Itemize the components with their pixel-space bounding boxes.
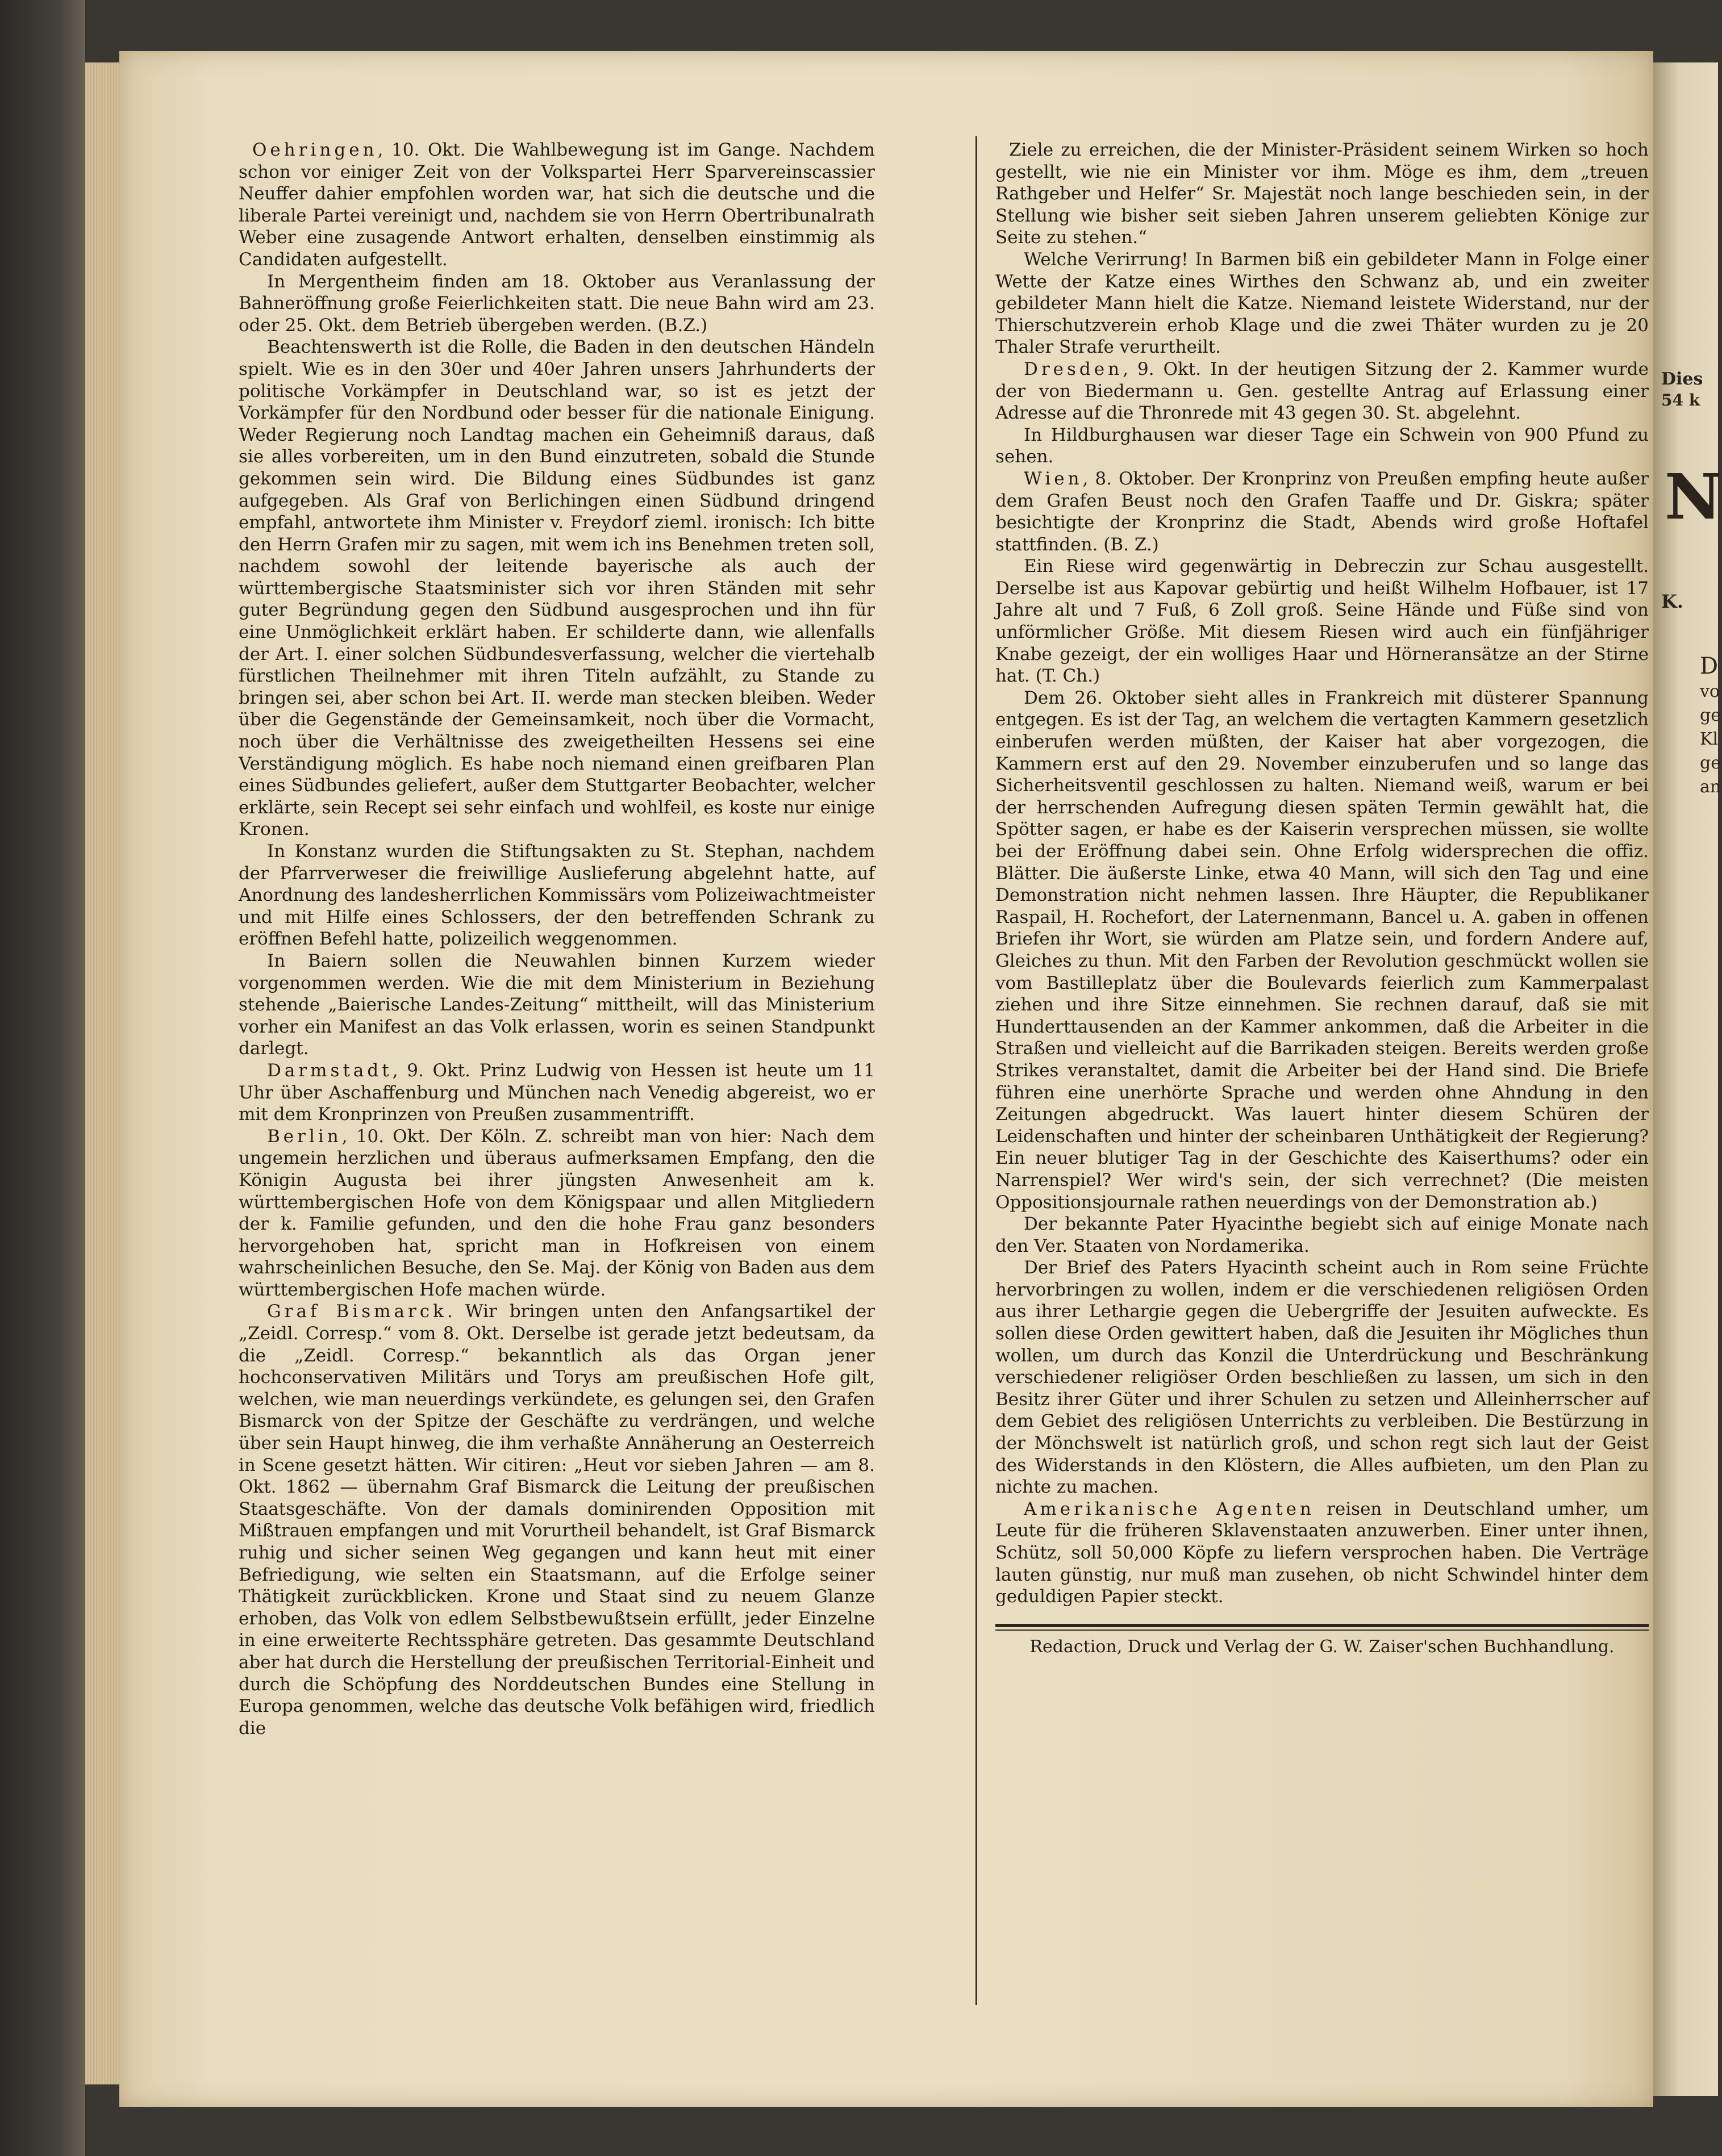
next-page-fragment: ge [1700,753,1721,773]
next-page-fragment: D [1700,653,1719,679]
article-dateline: Dresden [1024,358,1123,379]
article-paragraph [239,1126,875,1301]
article-paragraph [995,687,1649,1213]
article-paragraph [995,1257,1649,1498]
book-spine-shadow [0,0,85,2156]
article-paragraph [995,1213,1649,1257]
article-paragraph [239,271,875,337]
article-text: , 9. Okt. Prinz Ludwig von Hessen ist heute um 11 Uhr über Aschaffenburg und München nach Venedig abgereist, wo er mit dem Kronprinzen von Preußen zusammentrifft. [239,1060,875,1125]
article-text: Der Brief des Paters Hyacinth scheint auch in Rom seine Früchte hervorbringen zu wollen, indem er die verschiedenen religiösen Orden aus ihrer Lethargie gegen die Uebergriffe der Jesuiten aufweckte. Es sollen diese Orden gewittert haben, daß die Jesuiten ihr Mögliches thun wollen, um durch das Konzil die Unterdrückung und Beschränkung verschiedener religiöser Orden beschließen zu lassen, um sich in den Besitz ihrer Güter und ihrer Schulen zu setzen und Alleinherrscher auf dem Gebiet des religiösen Unterrichts zu verbleiben. Die Bestürzung in der Mönchswelt ist natürlich groß, und schon regt sich laut der Geist des Widerstands in den Klöstern, die Alles aufbieten, um den Plan zu nichte zu machen. [995,1257,1649,1498]
publisher-imprint: Redaction, Druck und Verlag der G. W. Zaiser'schen Buchhandlung. [1029,1636,1615,1657]
article-paragraph [239,950,875,1060]
article-text: Beachtenswerth ist die Rolle, die Baden in den deutschen Händeln spielt. Wie es in den 30er und 40er Jahren unsers Jahrhunderts der politische Vorkämpfer in Deutschland war, so ist es jetzt der Vorkämpfer für den Nordbund oder besser für die nationale Einigung. Weder Regierung noch Landtag machen ein Geheimniß daraus, daß sie alles vorbereiten, um in den Bund einzutreten, sobald die Stunde gekommen sein wird. Die Bildung eines Südbundes ist ganz aufgegeben. Als Graf von Berlichingen einen Südbund dringend empfahl, antwortete ihm Minister v. Freydorf zieml. ironisch: Ich bitte den Herrn Grafen mir zu sagen, mit wem ich ins Benehmen treten soll, nachdem sowohl der leitende bayerische als auch der württembergische Staatsminister sich vor ihren Ständen mit sehr guter Begründung gegen den Südbund ausgesprochen und ihn für eine Unmöglichkeit erklärt haben. Er schilderte dann, wie allenfalls der Art. I. einer solchen Südbundesverfassung, welcher die viertehalb fürstlichen Theilnehmer mit ihren Titeln aufzählt, zu Stande zu bringen sei, aber schon bei Art. II. werde man stecken bleiben. Weder über die Gegenstände der Gemeinsamkeit, noch über die Vormacht, noch über die Verhältnisse des zweigetheilten Hessens sei eine Verständigung möglich. Es habe noch niemand einen greifbaren Plan eines Südbundes geliefert, außer dem Stuttgarter Beobachter, welcher erklärte, sein Recept sei sehr einfach und wohlfeil, es koste nur einige Kronen. [239,337,875,840]
footer-rule-thin [995,1629,1649,1631]
next-page-fragment: ge [1700,705,1721,725]
article-paragraph [995,139,1649,249]
article-text: reisen in Deutschland umher, um Leute für die früheren Sklavenstaaten anzuwerben. Einer unter ihnen, Schütz, soll 50,000 Köpfe zu liefern versprochen haben. Die Verträge lauten günstig, nur muß man zusehen, ob nicht Schwindel hinter dem geduldigen Papier steckt. [995,1498,1649,1607]
next-page-fragment: 54 k [1661,391,1700,410]
article-text: Dem 26. Oktober sieht alles in Frankreich mit düsterer Spannung entgegen. Es ist der Tag, an welchem die vertagten Kammern gesetzlich einberufen werden müßten, der Kaiser hat aber vorgezogen, die Kammern erst auf den 29. November einzuberufen und so lange das Sicherheitsventil geschlossen zu halten. Niemand weiß, warum er bei der herrschenden Aufregung diesen späten Termin gewählt hat, die Spötter sagen, er habe es der Kaiserin versprechen müssen, sie wollte bei der Eröffnung dabei sein. Ohne Erfolg widersprechen die offiz. Blätter. Die äußerste Linke, etwa 40 Mann, will sich den Tag und eine Demonstration nicht nehmen lassen. Ihre Häupter, die Republikaner Raspail, H. Rochefort, der Laternenmann, Bancel u. A. gaben in offenen Briefen ihr Wort, sie würden am Platze sein, und fordern Andere auf, Gleiches zu thun. Mit den Farben der Revolution geschmückt wollen sie vom Bastilleplatz über die Boulevards feierlich zum Kammerpalast ziehen und ihre Sitze einnehmen. Sie rechnen darauf, daß sie mit Hunderttausenden an der Kammer ankommen, daß die Arbeiter in die Straßen und vielleicht auf die Barrikaden steigen. Bereits werden große Strikes veranstaltet, damit die Arbeiter bei der Hand sind. Die Briefe führen eine unerhörte Sprache und werden ohne Ahndung in den Zeitungen abgedruckt. Was lauert hinter diesem Schüren der Leidenschaften und hinter der scheinbaren Unthätigkeit der Regierung? Ein neuer blutiger Tag in der Geschichte des Kaiserthums? oder ein Narrenspiel? Wer wird's sein, der sich verrechnet? (Die meisten Oppositionsjournale rathen neuerdings von der Demonstration ab.) [995,687,1649,1213]
article-paragraph [995,424,1649,468]
next-page-fragment: N [1665,460,1722,533]
article-paragraph [239,841,875,950]
article-dateline: Wien [1024,468,1083,489]
article-text: Welche Verirrung! In Barmen biß ein gebildeter Mann in Folge einer Wette der Katze eines Wirthes den Schwanz ab, und ein zweiter gebildeter Mann hielt die Katze. Niemand leistete Widerstand, nur der Thierschutzverein erhob Klage und die zwei Thäter wurden zu je 20 Thaler Strafe verurtheilt. [995,249,1649,358]
column-divider [975,136,977,2005]
article-paragraph [995,358,1649,424]
article-paragraph [239,1060,875,1126]
right-column [995,139,1649,1985]
article-dateline: Graf Bismarck [267,1301,447,1322]
next-page-fragment: an [1700,777,1721,797]
article-dateline: Amerikanische Agenten [1024,1498,1315,1519]
article-dateline: Berlin [267,1126,342,1147]
article-text: Ein Riese wird gegenwärtig in Debreczin zur Schau ausgestellt. Derselbe ist aus Kapovar gebürtig und heißt Wilhelm Hofbauer, ist 17 Jahre alt und 7 Fuß, 6 Zoll groß. Seine Hände und Füße sind von unförmlicher Größe. Mit diesem Riesen wird auch ein fünfjähriger Knabe gezeigt, der ein wolliges Haar und Hörneransätze an der Stirne hat. (T. Ch.) [995,556,1649,687]
article-paragraph [239,1301,875,1739]
article-text: . Wir bringen unten den Anfangsartikel der „Zeidl. Corresp.“ vom 8. Okt. Derselbe ist gerade jetzt bedeutsam, da die „Zeidl. Corresp.“ bekanntlich als das Organ jener hochconservativen Militärs und Torys am preußischen Hofe gilt, welchen, wie man neuerdings verkündete, es gelungen sei, den Grafen Bismarck von der Spitze der Geschäfte zu verdrängen, und welche über sein Haupt hinweg, die ihm verhaßte Annäherung an Oesterreich in Scene gesetzt hätten. Wir citiren: „Heut vor sieben Jahren — am 8. Okt. 1862 — übernahm Graf Bismarck die Leitung der preußischen Staatsgeschäfte. Von der damals dominirenden Opposition mit Mißtrauen empfangen und mit Vorurtheil behandelt, ist Graf Bismarck ruhig und sicher seinen Weg gegangen und kann heut mit einer Befriedigung, wie selten ein Staatsmann, auf die Erfolge seiner Thätigkeit zurückblicken. Krone und Staat sind zu neuem Glanze erhoben, das Volk von edlem Selbstbewußtsein erfüllt, jeder Einzelne in eine erweiterte Rechtssphäre getreten. Das gesammte Deutschland aber hat durch die Herstellung der preußischen Territorial-Einheit und durch die Schöpfung des Norddeutschen Bundes eine Stellung in Europa genommen, welche das deutsche Volk befähigen wird, friedlich die [239,1301,875,1739]
next-page-fragment: Kl [1700,729,1719,749]
article-text: In Hildburghausen war dieser Tage ein Schwein von 900 Pfund zu sehen. [995,424,1649,467]
article-dateline: Darmstadt [267,1060,393,1081]
article-paragraph [995,1498,1649,1608]
footer-rule [995,1624,1649,1627]
article-text: , 10. Okt. Der Köln. Z. schreibt man von hier: Nach dem ungemein herzlichen und überaus aufmerksamen Empfang, den die Königin Augusta bei ihrer jüngsten Anwesenheit am k. württembergischen Hofe von dem Königspaar und allen Mitgliedern der k. Familie gefunden, und den die hohe Frau ganz besonders hervorgehoben hat, spricht man in Hofkreisen von einem wahrscheinlichen Besuche, den Se. Maj. der König von Baden aus dem württembergischen Hofe machen würde. [239,1126,875,1300]
next-page-fragment: vo [1700,682,1720,701]
left-column [239,139,875,1985]
article-text: Der bekannte Pater Hyacinthe begiebt sich auf einige Monate nach den Ver. Staaten von Nordamerika. [995,1214,1649,1256]
page-stack-edge [85,62,119,2084]
next-page-edge [1653,62,1722,2096]
article-text: In Baiern sollen die Neuwahlen binnen Kurzem wieder vorgenommen werden. Wie die mit dem Ministerium in Beziehung stehende „Baierische Landes-Zeitung“ mittheilt, will das Ministerium vorher ein Manifest an das Volk erlassen, worin es seinen Standpunkt darlegt. [239,950,875,1059]
next-page-fragment: Dies [1661,369,1703,389]
article-paragraph [239,139,875,271]
next-page-fragment: K. [1661,591,1683,612]
article-text: In Mergentheim finden am 18. Oktober aus Veranlassung der Bahneröffnung große Feierlichkeiten statt. Die neue Bahn wird am 23. oder 25. Okt. dem Betrieb übergeben werden. (B.Z.) [239,271,875,336]
article-paragraph [995,249,1649,358]
article-text: Ziele zu erreichen, die der Minister-Präsident seinem Wirken so hoch gestellt, wie nie ein Minister vor ihm. Möge es ihm, dem „treuen Rathgeber und Helfer“ Sr. Majestät noch lange beschieden sein, in der Stellung wie bisher seit sieben Jahren unserem geliebten Könige zur Seite zu stehen.“ [995,140,1649,248]
article-text: In Konstanz wurden die Stiftungsakten zu St. Stephan, nachdem der Pfarrverweser die freiwillige Auslieferung abgelehnt hatte, auf Anordnung des landesherrlichen Kommissärs vom Polizeiwachtmeister und mit Hilfe eines Schlossers, der den betreffenden Schrank zu eröffnen Befehl hatte, polizeilich weggenommen. [239,841,875,950]
article-paragraph [995,468,1649,555]
article-dateline: Oehringen [252,140,378,160]
article-paragraph [239,336,875,841]
article-text: , 8. Oktober. Der Kronprinz von Preußen empfing heute außer dem Grafen Beust noch den Grafen Taaffe und Dr. Giskra; später besichtigte der Kronprinz die Stadt, Abends wird große Hoftafel stattfinden. (B. Z.) [995,468,1649,555]
article-text: , 10. Okt. Die Wahlbewegung ist im Gange. Nachdem schon vor einiger Zeit von der Volkspartei Herr Sparvereinscassier Neuffer dahier empfohlen worden war, hat sich die deutsche und die liberale Partei vereinigt und, nachdem sie von Herrn Obertribunalrath Weber eine zusagende Antwort erhalten, denselben einstimmig als Candidaten aufgestellt. [239,140,875,270]
article-text: , 9. Okt. In der heutigen Sitzung der 2. Kammer wurde der von Biedermann u. Gen. gestellte Antrag auf Erlassung einer Adresse auf die Thronrede mit 43 gegen 30. St. abgelehnt. [995,358,1649,424]
article-paragraph [995,555,1649,687]
